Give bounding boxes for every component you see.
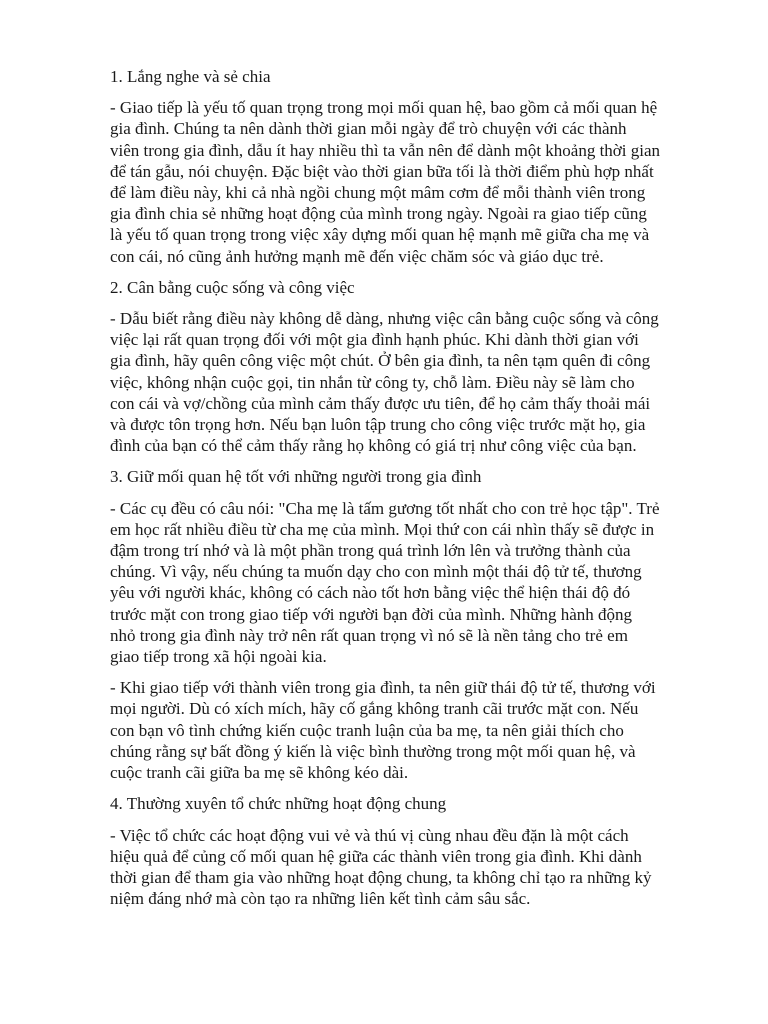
text-line: mọi người. Dù có xích mích, hãy cố gắng không tranh cãi trước mặt con. Nếu xyxy=(110,699,639,719)
text-line: giao tiếp trong xã hội ngoài kia. xyxy=(110,647,327,667)
paragraph xyxy=(110,498,666,668)
text-line: hiệu quả để củng cố mối quan hệ giữa các thành viên trong gia đình. Khi dành xyxy=(110,846,642,866)
text-line: yêu với người khác, không có cách nào tốt hơn bằng việc thể hiện thái độ đó xyxy=(110,583,631,603)
text-line: con bạn vô tình chứng kiến cuộc tranh luận của ba mẹ, ta nên giải thích cho xyxy=(110,720,624,740)
text-line: thời gian để tham gia vào những hoạt động chung, ta không chỉ tạo ra những kỷ xyxy=(110,867,652,887)
text-line: cuộc tranh cãi giữa ba mẹ sẽ không kéo dài. xyxy=(110,763,409,783)
text-line: để tán gẫu, nói chuyện. Đặc biệt vào thời gian bữa tối là thời điểm phù hợp nhất xyxy=(110,161,654,181)
text-line: nhỏ trong gia đình này trở nên rất quan trọng vì nó sẽ là nền tảng cho trẻ em xyxy=(110,625,628,645)
section-4 xyxy=(110,793,666,909)
section-heading: 1. Lắng nghe và sẻ chia xyxy=(110,67,271,86)
text-line: em học rất nhiều điều từ cha mẹ của mình. Mọi thứ con cái nhìn thấy sẽ được in xyxy=(110,519,655,539)
text-line: - Các cụ đều có câu nói: "Cha mẹ là tấm gương tốt nhất cho con trẻ học tập". Trẻ xyxy=(110,498,660,518)
text-line: - Việc tổ chức các hoạt động vui vẻ và thú vị cùng nhau đều đặn là một cách xyxy=(110,825,629,845)
text-line: - Dẫu biết rằng điều này không dễ dàng, nhưng việc cân bằng cuộc sống và công xyxy=(110,309,659,329)
paragraph xyxy=(110,97,666,267)
section-heading: 3. Giữ mối quan hệ tốt với những người trong gia đình xyxy=(110,467,482,487)
document-page xyxy=(110,66,666,919)
paragraph xyxy=(110,308,666,456)
text-line: chúng rằng sự bất đồng ý kiến là việc bình thường trong một mối quan hệ, và xyxy=(110,741,636,761)
text-line: trước mặt con trong giao tiếp với người bạn đời của mình. Những hành động xyxy=(110,604,633,624)
text-line: gia đình chia sẻ những hoạt động của mình trong ngày. Ngoài ra giao tiếp cũng xyxy=(110,204,647,224)
section-3 xyxy=(110,466,666,783)
text-line: việc, không nhận cuộc gọi, tin nhắn từ công ty, chỗ làm. Điều này sẽ làm cho xyxy=(110,372,635,392)
section-1 xyxy=(110,66,666,267)
text-line: - Giao tiếp là yếu tố quan trọng trong mọi mối quan hệ, bao gồm cả mối quan hệ xyxy=(110,98,658,118)
text-line: việc lại rất quan trọng đối với một gia đình hạnh phúc. Khi dành thời gian với xyxy=(110,330,639,350)
text-line: - Khi giao tiếp với thành viên trong gia đình, ta nên giữ thái độ tử tế, thương với xyxy=(110,678,656,698)
text-line: con cái, nó cũng ảnh hưởng mạnh mẽ đến việc chăm sóc và giáo dục trẻ. xyxy=(110,246,604,266)
text-line: niệm đáng nhớ mà còn tạo ra những liên kết tình cảm sâu sắc. xyxy=(110,889,531,909)
section-heading: 2. Cân bằng cuộc sống và công việc xyxy=(110,277,355,297)
text-line: gia đình. Chúng ta nên dành thời gian mỗi ngày để trò chuyện với các thành xyxy=(110,119,627,139)
text-line: để làm điều này, khi cả nhà ngồi chung một mâm cơm để mỗi thành viên trong xyxy=(110,183,646,203)
paragraph xyxy=(110,825,666,910)
text-line: viên trong gia đình, dẫu ít hay nhiều thì ta vẫn nên để dành một khoảng thời gian xyxy=(110,140,661,160)
text-line: con cái và vợ/chồng của mình cảm thấy được ưu tiên, để họ cảm thấy thoải mái xyxy=(110,393,651,413)
section-heading: 4. Thường xuyên tổ chức những hoạt động chung xyxy=(110,794,447,814)
text-line: chúng. Vì vậy, nếu chúng ta muốn dạy cho con mình một thái độ tử tế, thương xyxy=(110,562,642,582)
text-line: gia đình, hãy quên công việc một chút. Ở bên gia đình, ta nên tạm quên đi công xyxy=(110,351,651,371)
paragraph xyxy=(110,677,666,783)
section-2 xyxy=(110,277,666,457)
text-line: và được tôn trọng hơn. Nếu bạn luôn tập trung cho công việc trước mặt họ, gia xyxy=(110,415,646,435)
text-line: đình của bạn có thể cảm thấy rằng họ không có giá trị như công việc của bạn. xyxy=(110,436,637,456)
text-line: đậm trong trí nhớ và là một phần trong quá trình lớn lên và trưởng thành của xyxy=(110,541,631,561)
text-line: là yếu tố quan trọng trong việc xây dựng mối quan hệ mạnh mẽ giữa cha mẹ và xyxy=(110,225,650,245)
